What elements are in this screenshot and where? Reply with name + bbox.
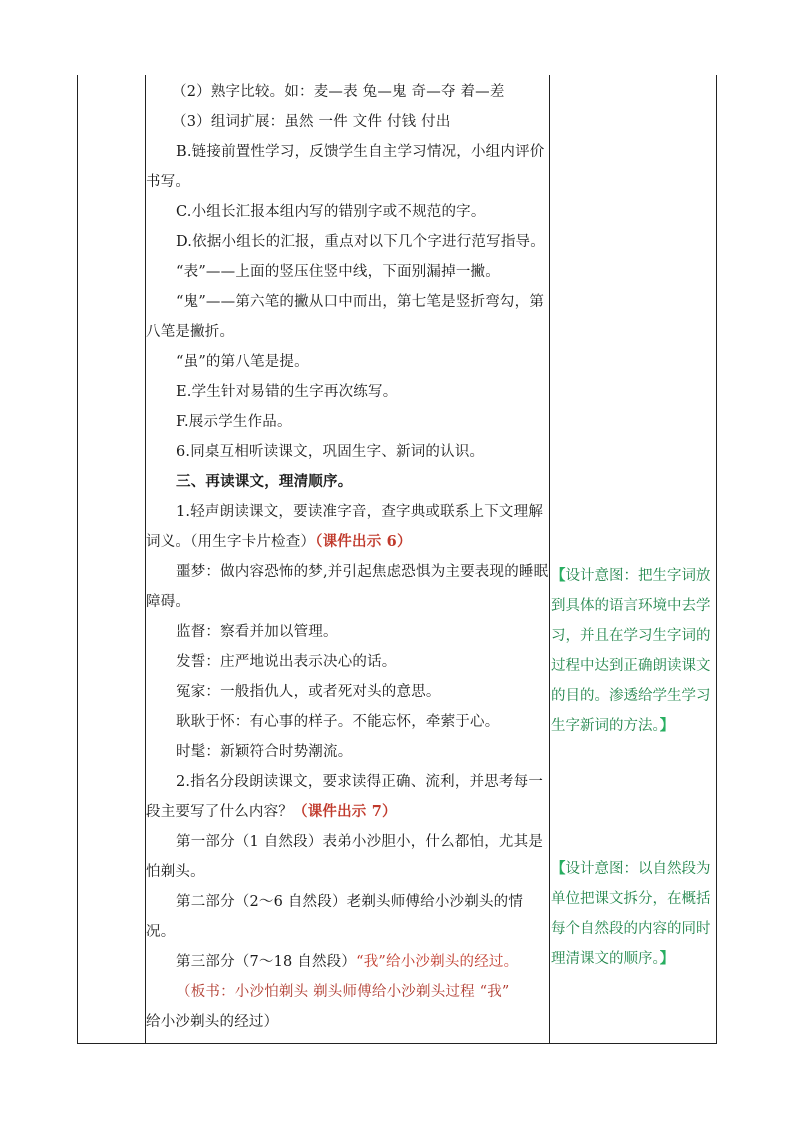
line-step-d: D.依据小组长的汇报，重点对以下几个字进行范写指导。 <box>176 234 545 250</box>
courseware-7: （课件出示 7） <box>293 803 397 820</box>
design-intent-note-1 <box>551 561 717 741</box>
line-step-e: E.学生针对易错的生字再次练写。 <box>176 384 398 400</box>
part-two: 第二部分（2～6 自然段）老剃头师傅给小沙剃头的情况。 <box>146 894 524 940</box>
note2-open-bracket: 【 <box>551 860 566 877</box>
part-three-red: “我”给小沙剃头的经过。 <box>356 954 519 970</box>
part-three <box>146 947 550 977</box>
line-step-c: C.小组长汇报本组内写的错别字或不规范的字。 <box>176 204 486 220</box>
part-one: 第一部分（1 自然段）表弟小沙胆小，什么都怕，尤其是怕剃头。 <box>146 834 544 880</box>
part-three-label: 第三部分（7～18 自然段） <box>176 954 357 970</box>
line-word-extension: （3）组词扩展：虽然 一件 文件 付钱 付出 <box>172 114 451 130</box>
note1-label: 设计意图： <box>565 568 638 584</box>
table-border-bottom <box>77 1043 717 1044</box>
note2-text: 以自然段为单位把课文拆分，在概括每个自然段的内容的同时理清课文的顺序。 <box>551 861 711 967</box>
line-char-biao: “表”——上面的竖压住竖中线，下面别漏掉一撇。 <box>176 264 500 280</box>
line-char-gui: “鬼”——第六笔的撇从口中而出，第七笔是竖折弯勾，第八笔是撇折。 <box>146 294 545 340</box>
reread-2-text: 2.指名分段朗读课文，要求读得正确、流利，并思考每一段主要写了什么内容？ <box>146 774 544 820</box>
line-step-f: F.展示学生作品。 <box>176 414 292 430</box>
vocab-shimao: 时髦：新颖符合时势潮流。 <box>176 744 353 760</box>
note1-close-bracket: 】 <box>659 717 675 734</box>
line-step-6: 6.同桌互相听读课文，巩固生字、新词的认识。 <box>176 444 485 460</box>
vocab-yuanjia: 冤家：一般指仇人，或者死对头的意思。 <box>176 684 441 700</box>
table-border-left <box>77 75 78 1043</box>
line-familiar-compare: （2）熟字比较。如：麦—表 兔—鬼 奇—夺 着—差 <box>172 84 505 100</box>
note1-text: 把生字词放到具体的语言环境中去学习，并且在学习生字词的过程中达到正确朗读课文的目的。渗透给学生学习生字新词的方法。 <box>551 568 711 734</box>
vocab-fashi: 发誓：庄严地说出表示决心的话。 <box>176 654 397 670</box>
line-reread-2 <box>146 767 550 827</box>
design-intent-note-2 <box>551 854 717 974</box>
line-char-sui: “虽”的第八笔是提。 <box>176 354 309 370</box>
vocab-emeng: 噩梦：做内容恐怖的梦,并引起焦虑恐惧为主要表现的睡眠障碍。 <box>146 564 549 610</box>
reread-1-text: 1.轻声朗读课文，要读准字音，查字典或联系上下文理解词义。（用生字卡片检查） <box>146 504 544 550</box>
vocab-genggeng: 耿耿于怀：有心事的样子。不能忘怀，牵萦于心。 <box>176 714 500 730</box>
lesson-content <box>146 77 550 1037</box>
line-step-b: B.链接前置性学习，反馈学生自主学习情况，小组内评价书写。 <box>146 144 545 190</box>
vocab-jiandu: 监督：察看并加以管理。 <box>176 624 338 640</box>
section-heading-reread: 三、再读课文，理清顺序。 <box>176 473 353 490</box>
line-reread-1 <box>146 497 550 557</box>
note1-open-bracket: 【 <box>551 567 566 584</box>
note2-label: 设计意图： <box>565 861 638 877</box>
blackboard-note-cont: 给小沙剃头的经过） <box>146 1014 279 1030</box>
courseware-6: （课件出示 6） <box>315 533 412 550</box>
note2-close-bracket: 】 <box>659 950 675 967</box>
blackboard-note: （板书：小沙怕剃头 剃头师傅给小沙剃头过程 “我” <box>176 984 510 1000</box>
